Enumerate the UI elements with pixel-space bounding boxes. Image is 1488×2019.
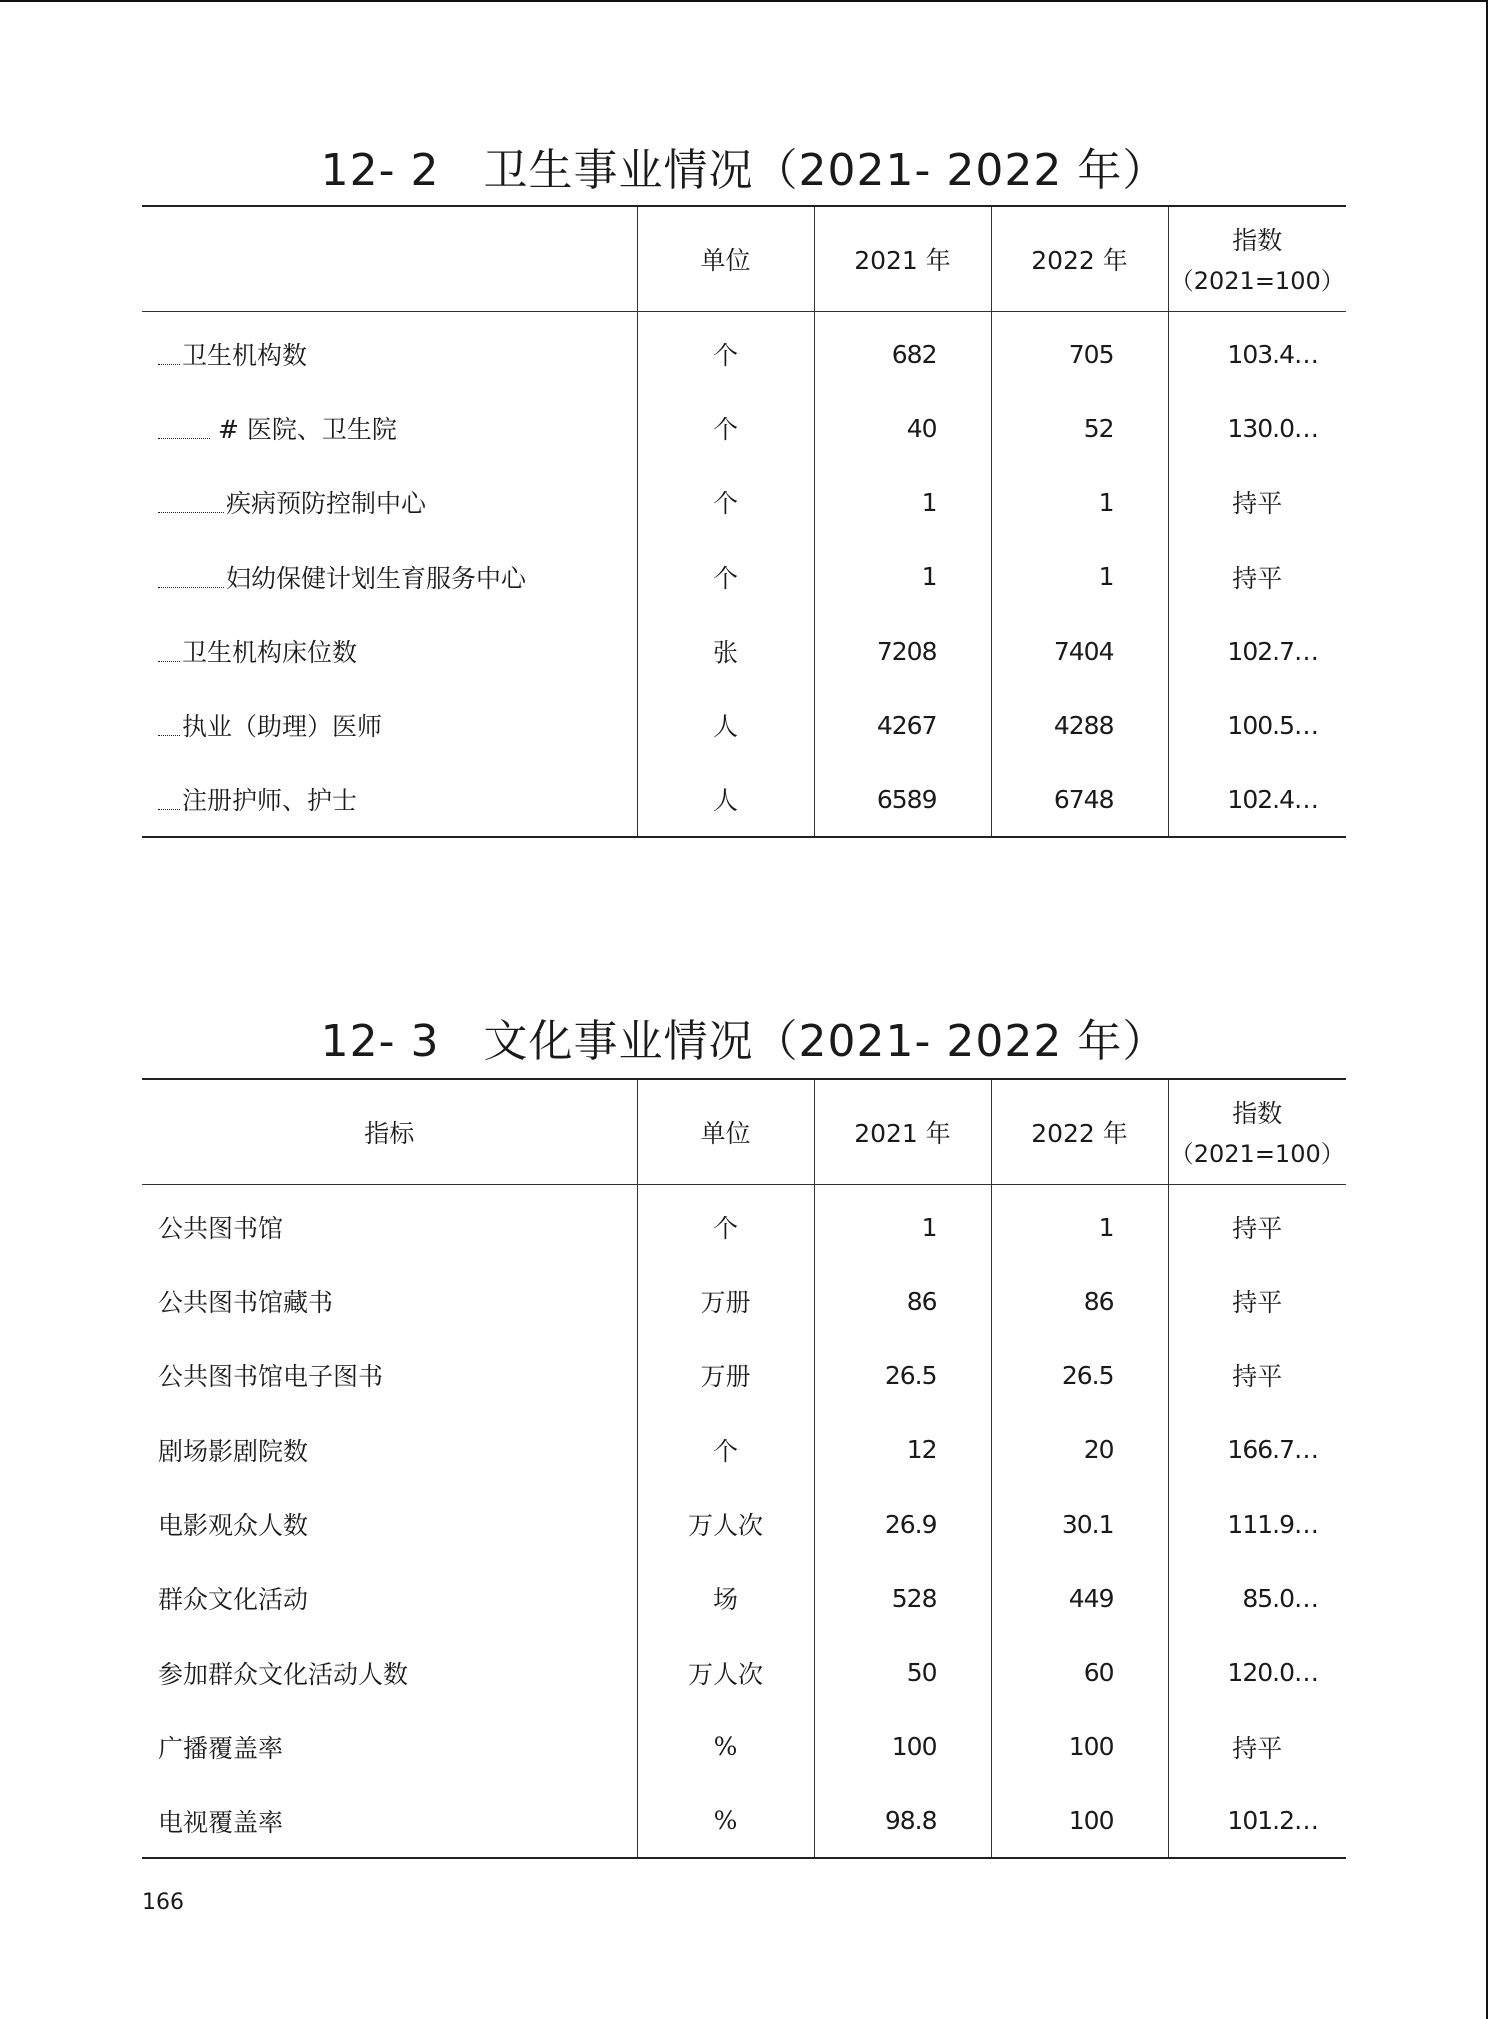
- row-name: # 医院、卫生院: [218, 415, 397, 445]
- row-name: 电视覆盖率: [142, 1784, 637, 1858]
- row-value-2022: 4288: [991, 688, 1168, 762]
- row-value-2022: 60: [991, 1635, 1168, 1709]
- indent-leader: [158, 498, 224, 513]
- row-value-2022: 52: [991, 391, 1168, 465]
- row-name: 参加群众文化活动人数: [158, 1659, 409, 1689]
- row-name-cell: [142, 614, 637, 688]
- row-name-cell: [142, 311, 637, 391]
- col-header-index: [1168, 206, 1346, 311]
- row-value-2021: 12: [814, 1413, 991, 1487]
- row-unit: 场: [637, 1561, 814, 1635]
- table-row: [142, 311, 1346, 391]
- row-value-2021: 98.8: [814, 1784, 991, 1858]
- row-value-2021: 7208: [814, 614, 991, 688]
- table-header-row: [142, 1079, 1346, 1184]
- table-number: 12- 3: [320, 1016, 440, 1067]
- row-unit: 个: [637, 1413, 814, 1487]
- row-name: 公共图书馆电子图书: [158, 1362, 384, 1392]
- col-header-unit: 单位: [637, 206, 814, 311]
- row-name-cell: [142, 391, 637, 465]
- table-row: [142, 1635, 1346, 1709]
- indent-leader: [158, 424, 210, 439]
- row-name-cell: [142, 540, 637, 614]
- table-row: [142, 540, 1346, 614]
- row-value-2022: 1: [991, 465, 1168, 539]
- row-value-2021: 100: [814, 1710, 991, 1784]
- row-name: 卫生机构床位数: [182, 638, 358, 668]
- row-value-2021: 1: [814, 465, 991, 539]
- row-unit: 个: [637, 1184, 814, 1264]
- row-name: 广播覆盖率: [158, 1733, 284, 1763]
- row-name: 群众文化活动: [158, 1585, 309, 1615]
- table-row: [142, 688, 1346, 762]
- table-title-text: 文化事业情况（2021- 2022 年）: [483, 1016, 1168, 1067]
- table-row: [142, 1561, 1346, 1635]
- row-index: 持平: [1168, 465, 1346, 539]
- row-index: 持平: [1168, 540, 1346, 614]
- col-header-index: [1168, 1079, 1346, 1184]
- row-unit: 张: [637, 614, 814, 688]
- col-header-2022: 2022 年: [991, 1079, 1168, 1184]
- row-value-2022: 7404: [991, 614, 1168, 688]
- col-header-indicator: [142, 206, 637, 311]
- table-header-row: [142, 206, 1346, 311]
- row-value-2021: 4267: [814, 688, 991, 762]
- table-title-health: [142, 134, 1346, 198]
- indent-leader: [158, 721, 180, 736]
- indent-leader: [158, 350, 180, 365]
- row-index: 持平: [1168, 1184, 1346, 1264]
- row-index: 持平: [1168, 1710, 1346, 1784]
- row-value-2021: 528: [814, 1561, 991, 1635]
- row-index: 120.0…: [1168, 1635, 1346, 1709]
- row-index: 102.7…: [1168, 614, 1346, 688]
- row-unit: 个: [637, 311, 814, 391]
- page-number: 166: [142, 1890, 184, 1915]
- row-index: 130.0…: [1168, 391, 1346, 465]
- row-unit: 万人次: [637, 1635, 814, 1709]
- row-value-2021: 50: [814, 1635, 991, 1709]
- culture-stats-table: [142, 1078, 1346, 1859]
- row-value-2022: 449: [991, 1561, 1168, 1635]
- col-header-index-base: （2021=100）: [1169, 267, 1345, 296]
- row-value-2021: 682: [814, 311, 991, 391]
- row-unit: 人: [637, 688, 814, 762]
- row-value-2021: 40: [814, 391, 991, 465]
- row-name: 剧场影剧院数: [158, 1436, 309, 1466]
- table-row: [142, 1184, 1346, 1264]
- table-row: [142, 1710, 1346, 1784]
- row-index: 101.2…: [1168, 1784, 1346, 1858]
- row-value-2022: 100: [991, 1710, 1168, 1784]
- row-name: 妇幼保健计划生育服务中心: [226, 563, 527, 593]
- table-row: [142, 1338, 1346, 1412]
- row-value-2022: 6748: [991, 762, 1168, 836]
- table-number: 12- 2: [320, 145, 440, 196]
- row-value-2022: 20: [991, 1413, 1168, 1487]
- row-name: 疾病预防控制中心: [226, 489, 427, 519]
- row-unit: 人: [637, 762, 814, 836]
- col-header-2021: 2021 年: [814, 1079, 991, 1184]
- row-index: 持平: [1168, 1338, 1346, 1412]
- row-value-2022: 1: [991, 540, 1168, 614]
- row-name-cell: [142, 688, 637, 762]
- col-header-indicator: 指标: [142, 1079, 637, 1184]
- col-header-2021: 2021 年: [814, 206, 991, 311]
- row-unit: 万册: [637, 1338, 814, 1412]
- table-row: [142, 1784, 1346, 1858]
- row-index: 85.0…: [1168, 1561, 1346, 1635]
- row-index: 持平: [1168, 1264, 1346, 1338]
- row-name: 电影观众人数: [158, 1511, 309, 1541]
- row-value-2022: 86: [991, 1264, 1168, 1338]
- row-unit: %: [637, 1710, 814, 1784]
- health-stats-table: [142, 205, 1346, 838]
- row-index: 100.5…: [1168, 688, 1346, 762]
- table-row: [142, 1264, 1346, 1338]
- row-value-2021: 1: [814, 1184, 991, 1264]
- indent-leader: [158, 795, 180, 810]
- row-index: 111.9…: [1168, 1487, 1346, 1561]
- table-title-culture: [142, 1005, 1346, 1069]
- indent-leader: [158, 573, 224, 588]
- page-top-border: [0, 0, 1488, 2]
- row-value-2021: 86: [814, 1264, 991, 1338]
- col-header-index-label: 指数: [1232, 1099, 1283, 1129]
- row-name-cell: [142, 762, 637, 836]
- row-value-2022: 100: [991, 1784, 1168, 1858]
- row-index: 103.4…: [1168, 311, 1346, 391]
- row-value-2022: 30.1: [991, 1487, 1168, 1561]
- table-title-text: 卫生事业情况（2021- 2022 年）: [483, 145, 1168, 196]
- table-row: [142, 762, 1346, 836]
- row-name: 公共图书馆: [158, 1214, 284, 1244]
- row-name: 执业（助理）医师: [182, 712, 383, 742]
- row-value-2021: 1: [814, 540, 991, 614]
- table-row: [142, 465, 1346, 539]
- row-value-2022: 705: [991, 311, 1168, 391]
- table-row: [142, 1487, 1346, 1561]
- row-value-2022: 1: [991, 1184, 1168, 1264]
- row-index: 166.7…: [1168, 1413, 1346, 1487]
- row-unit: 个: [637, 465, 814, 539]
- table-row: [142, 614, 1346, 688]
- row-unit: 万人次: [637, 1487, 814, 1561]
- row-name: 注册护师、护士: [182, 786, 358, 816]
- row-value-2021: 6589: [814, 762, 991, 836]
- col-header-2022: 2022 年: [991, 206, 1168, 311]
- row-index: 102.4…: [1168, 762, 1346, 836]
- row-value-2021: 26.9: [814, 1487, 991, 1561]
- indent-leader: [158, 647, 180, 662]
- row-unit: 个: [637, 540, 814, 614]
- table-row: [142, 391, 1346, 465]
- col-header-unit: 单位: [637, 1079, 814, 1184]
- row-unit: 个: [637, 391, 814, 465]
- row-value-2022: 26.5: [991, 1338, 1168, 1412]
- row-name: 卫生机构数: [182, 341, 308, 371]
- row-unit: %: [637, 1784, 814, 1858]
- row-value-2021: 26.5: [814, 1338, 991, 1412]
- table-row: [142, 1413, 1346, 1487]
- row-name: 公共图书馆藏书: [158, 1288, 334, 1318]
- col-header-index-label: 指数: [1232, 226, 1283, 256]
- row-unit: 万册: [637, 1264, 814, 1338]
- row-name-cell: [142, 465, 637, 539]
- col-header-index-base: （2021=100）: [1169, 1140, 1345, 1169]
